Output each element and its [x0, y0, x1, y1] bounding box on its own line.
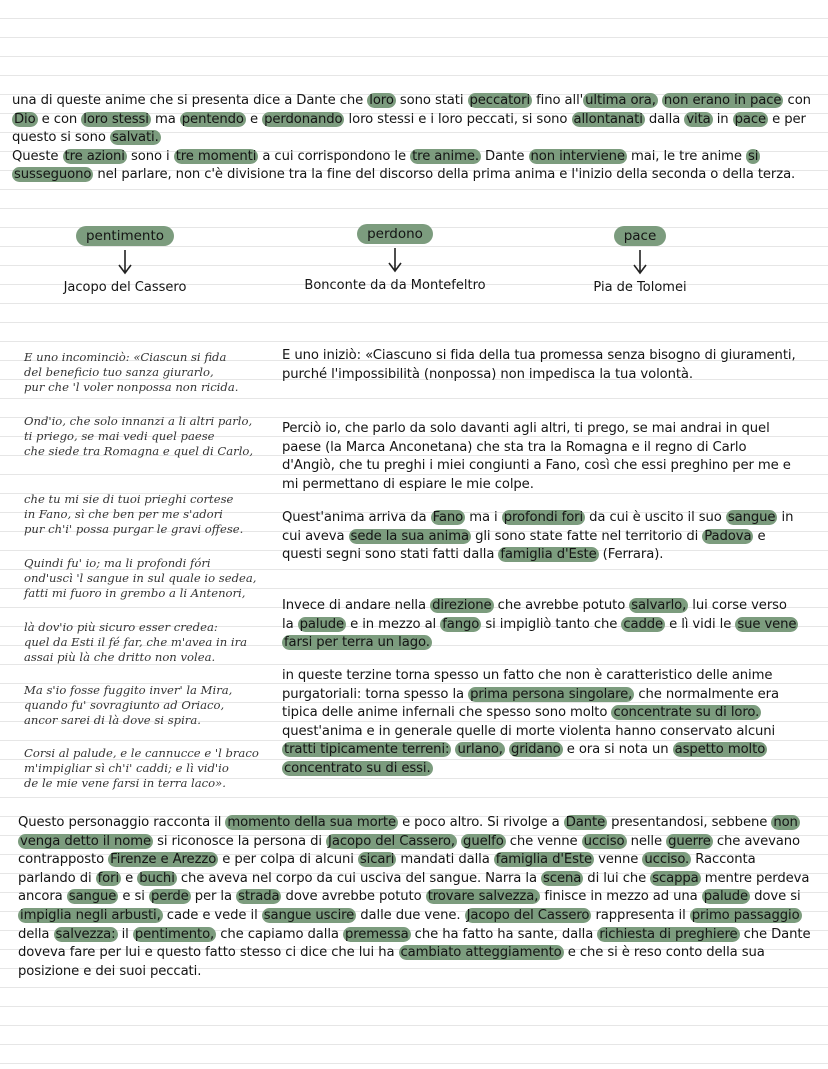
poem-stanza [24, 683, 274, 729]
highlighted-phrase: salvarlo, [631, 598, 687, 613]
highlighted-phrase: aspetto molto concentrato su di essi. [284, 742, 766, 776]
highlighted-phrase: concentrate su di loro. [613, 705, 760, 721]
highlighted-phrase: tre anime. [412, 148, 479, 164]
highlighted-phrase: non interviene [530, 148, 625, 164]
poem-line: Corsi al palude, e le cannucce e 'l braco [24, 746, 259, 760]
highlighted-phrase: sangue [727, 510, 776, 525]
highlighted-phrase: non erano in pace [663, 93, 782, 108]
highlighted-phrase: pentendo [181, 111, 244, 127]
highlighted-phrase: Padova [704, 528, 752, 544]
highlighted-phrase: sangue [68, 889, 117, 905]
soul-name: Pia de Tolomei [593, 280, 687, 295]
highlighted-phrase: loro stessi [83, 111, 149, 127]
highlighted-phrase: impiglia negli arbusti, [20, 907, 161, 923]
highlighted-phrase: Fano [432, 510, 464, 525]
highlighted-phrase: sede la sua anima [350, 528, 469, 544]
poem-line: fatti mi fuoro in grembo a li Antenori, [24, 586, 246, 601]
highlighted-phrase: urlano, [457, 742, 503, 758]
highlighted-phrase: pace [734, 111, 767, 127]
highlighted-phrase: Jacopo del Cassero [466, 907, 590, 923]
highlighted-phrase: perdonando [264, 111, 343, 127]
highlighted-phrase: si susseguono [14, 148, 759, 183]
soul-name: Jacopo del Cassero [63, 280, 187, 295]
poem-line: Ma s'io fosse fuggito inver' la Mira, [24, 683, 233, 697]
highlighted-phrase: cadde [623, 616, 664, 632]
highlighted-phrase: salvati. [111, 130, 159, 146]
poem-line: quel da Esti il fé far, che m'avea in ira [24, 635, 248, 650]
poem-line: ancor sarei di là dove si spira. [24, 713, 201, 728]
intro-paragraph: una di queste anime che si presenta dice a Dante che loro sono stati peccatori fino all' ultima ora, non erano in pace con Dio e con loro stessi ma pentendo e perdonando loro stessi e i loro peccati, si sono allontanati dalla vita in pace e per questo si sono salvati. Queste tre azioni sono i tre momenti a cui corrispondono le tre anime. Dante non interviene mai, le tre anime si susseguono nel parlare, non c'è divisione tra la fine del discorso della prima anima e l'inizio della seconda o della terza. [12, 93, 811, 183]
highlighted-phrase: Jacopo del Cassero, [328, 833, 455, 849]
translation-paragraph: Perciò io, che parlo da solo davanti agli altri, ti prego, se mai andrai in quel paese (la Marca Anconetana) che sta tra la Romagna e il regno di Carlo d'Angiò, che tu preghi i miei congiunti a Fano, così che essi preghino per me e mi permettano di espiare le mie colpe. [282, 421, 791, 492]
highlighted-phrase: richiesta di preghiere [599, 926, 738, 942]
poem-line: de le mie vene farsi in terra laco». [24, 776, 226, 791]
poem-line: che tu mi sie di tuoi prieghi cortese [24, 492, 234, 506]
poem-line: pur ch'i' possa purgar le gravi offese. [24, 522, 244, 537]
highlighted-phrase: vita [686, 111, 711, 127]
poem-line: assai più là che dritto non volea. [24, 650, 216, 665]
highlighted-phrase: sue vene farsi per terra un lago. [284, 616, 797, 651]
poem-line: m'impigliar sì ch'i' caddi; e lì vid'io [24, 761, 229, 776]
poem-line: Ond'io, che solo innanzi a li altri parlo, [24, 414, 253, 428]
highlighted-phrase: strada [238, 889, 280, 905]
highlighted-phrase: cambiato atteggiamento [400, 945, 562, 961]
concept-bubble: pace [614, 226, 667, 246]
poem-line: ond'uscì 'l sangue in sul quale io sedea, [24, 571, 257, 586]
diagram-column-pentimento [40, 226, 210, 295]
highlighted-phrase: profondi fori [503, 510, 584, 525]
highlighted-phrase: prima persona singolare, [470, 686, 633, 702]
diagram-column-perdono [285, 224, 505, 293]
poem-line: quando fu' sovragiunto ad Oriaco, [24, 698, 225, 713]
highlighted-phrase: gridano [511, 742, 561, 758]
highlighted-phrase: buchi [139, 870, 175, 886]
concept-bubble: pentimento [76, 226, 174, 246]
poem-stanza [24, 746, 274, 792]
commentary-paragraph: Invece di andare nella direzione che avrebbe potuto salvarlo, lui corse verso la palude e in mezzo al fango si impigliò tanto che cadde e lì vidi le sue vene farsi per terra un lago. [282, 598, 797, 651]
soul-name: Bonconte da da Montefeltro [304, 278, 486, 293]
highlighted-phrase: palude [299, 616, 344, 632]
down-arrow-icon [632, 248, 648, 276]
poem-stanza [24, 620, 274, 666]
poem-line: E uno incominciò: «Ciascun si fida [24, 350, 227, 364]
highlighted-phrase: fori [97, 870, 120, 886]
highlighted-phrase: loro [369, 93, 394, 108]
highlighted-phrase: famiglia d'Este [495, 852, 592, 868]
poem-stanza [24, 492, 274, 538]
poem-line: pur che 'l voler nonpossa non ricida. [24, 380, 239, 395]
highlighted-phrase: Firenze e Arezzo [110, 852, 217, 868]
highlighted-phrase: allontanati [573, 111, 643, 127]
diagram-column-pace [570, 226, 710, 295]
highlighted-phrase: peccatori [469, 93, 531, 108]
highlighted-phrase: perde [150, 889, 189, 905]
highlighted-phrase: fango [442, 616, 480, 632]
highlighted-phrase: tre azioni [64, 148, 125, 164]
poem-line: del beneficio tuo sanza giurarlo, [24, 365, 214, 380]
highlighted-phrase: direzione [432, 598, 492, 613]
highlighted-phrase: Dante [565, 815, 606, 830]
highlighted-phrase: pentimento, [134, 926, 215, 942]
highlighted-phrase: guelfo [463, 833, 504, 849]
poem-line: che siede tra Romagna e quel di Carlo, [24, 444, 254, 459]
highlighted-phrase: guerre [668, 833, 711, 849]
highlighted-phrase: ucciso. [644, 852, 690, 868]
highlighted-phrase: sangue uscire [263, 907, 355, 923]
poem-stanza [24, 414, 274, 460]
commentary-paragraph: in queste terzine torna spesso un fatto che non è caratteristico delle anime purgatoriali: torna spesso la prima persona singolare, che normalmente era tipica delle anime infernali che spesso sono molto concentrate su di loro. quest'anima e in generale quelle di morte violenta hanno conservato alcuni tratti tipicamente terreni: urlano, gridano e ora si nota un aspetto molto concentrato su di essi. [282, 668, 779, 776]
highlighted-phrase: ucciso [583, 833, 625, 849]
down-arrow-icon [387, 246, 403, 274]
highlighted-phrase: non venga detto il nome [20, 815, 798, 849]
highlighted-phrase: ultima ora, [585, 93, 656, 108]
poem-line: là dov'io più sicuro esser credea: [24, 620, 218, 634]
highlighted-phrase: palude [703, 889, 749, 905]
highlighted-phrase: famiglia d'Este [500, 547, 597, 563]
poem-line: ti priego, se mai vedi quel paese [24, 429, 215, 444]
down-arrow-icon [117, 248, 133, 276]
highlighted-phrase: premessa [344, 926, 409, 942]
poem-line: Quindi fu' io; ma li profondi fóri [24, 556, 211, 570]
summary-paragraph: Questo personaggio racconta il momento della sua morte e poco altro. Si rivolge a Dante presentandosi, sebbene non venga detto il nome si riconosce la persona di Jacopo del Cassero, guelfo che venne ucciso nelle guerre che avevano contrapposto Firenze e Arezzo e per colpa di alcuni sicari mandati dalla famiglia d'Este venne ucciso. Racconta parlando di fori e buchi che aveva nel corpo da cui usciva del sangue. Narra la scena di lui che scappa mentre perdeva ancora sangue e si perde per la strada dove avrebbe potuto trovare salvezza, finisce in mezzo ad una palude dove si impiglia negli arbusti, cade e vede il sangue uscire dalle due vene. Jacopo del Cassero rappresenta il primo passaggio della salvezza: il pentimento, che capiamo dalla premessa che ha fatto ha sante, dalla richiesta di preghiere che Dante doveva fare per lui e questo fatto stesso ci dice che lui ha cambiato atteggiamento e che si è reso conto della sua posizione e dei suoi peccati. [18, 815, 811, 979]
poem-stanza [24, 556, 274, 602]
highlighted-phrase: primo passaggio [691, 907, 800, 923]
highlighted-phrase: scappa [652, 870, 699, 886]
poem-stanza [24, 350, 274, 396]
highlighted-phrase: scena [543, 870, 582, 886]
commentary-paragraph: Quest'anima arriva da Fano ma i profondi fori da cui è uscito il suo sangue in cui aveva sede la sua anima gli sono state fatte nel territorio di Padova e questi segni sono stati fatti dalla famiglia d'Este (Ferrara). [282, 510, 794, 563]
highlighted-phrase: salvezza: [55, 926, 116, 942]
highlighted-phrase: tratti tipicamente terreni: [284, 742, 450, 758]
highlighted-phrase: trovare salvezza, [427, 889, 539, 905]
concept-bubble: perdono [357, 224, 433, 244]
highlighted-phrase: sicari [359, 852, 395, 868]
poem-line: in Fano, sì che ben per me s'adori [24, 507, 223, 522]
highlighted-phrase: Dio [14, 111, 36, 127]
highlighted-phrase: tre momenti [175, 148, 257, 164]
translation-paragraph: E uno iniziò: «Ciascuno si fida della tua promessa senza bisogno di giuramenti, purché l'impossibilità (nonpossa) non impedisca la tua volontà. [282, 348, 796, 382]
highlighted-phrase: momento della sua morte [227, 815, 396, 830]
